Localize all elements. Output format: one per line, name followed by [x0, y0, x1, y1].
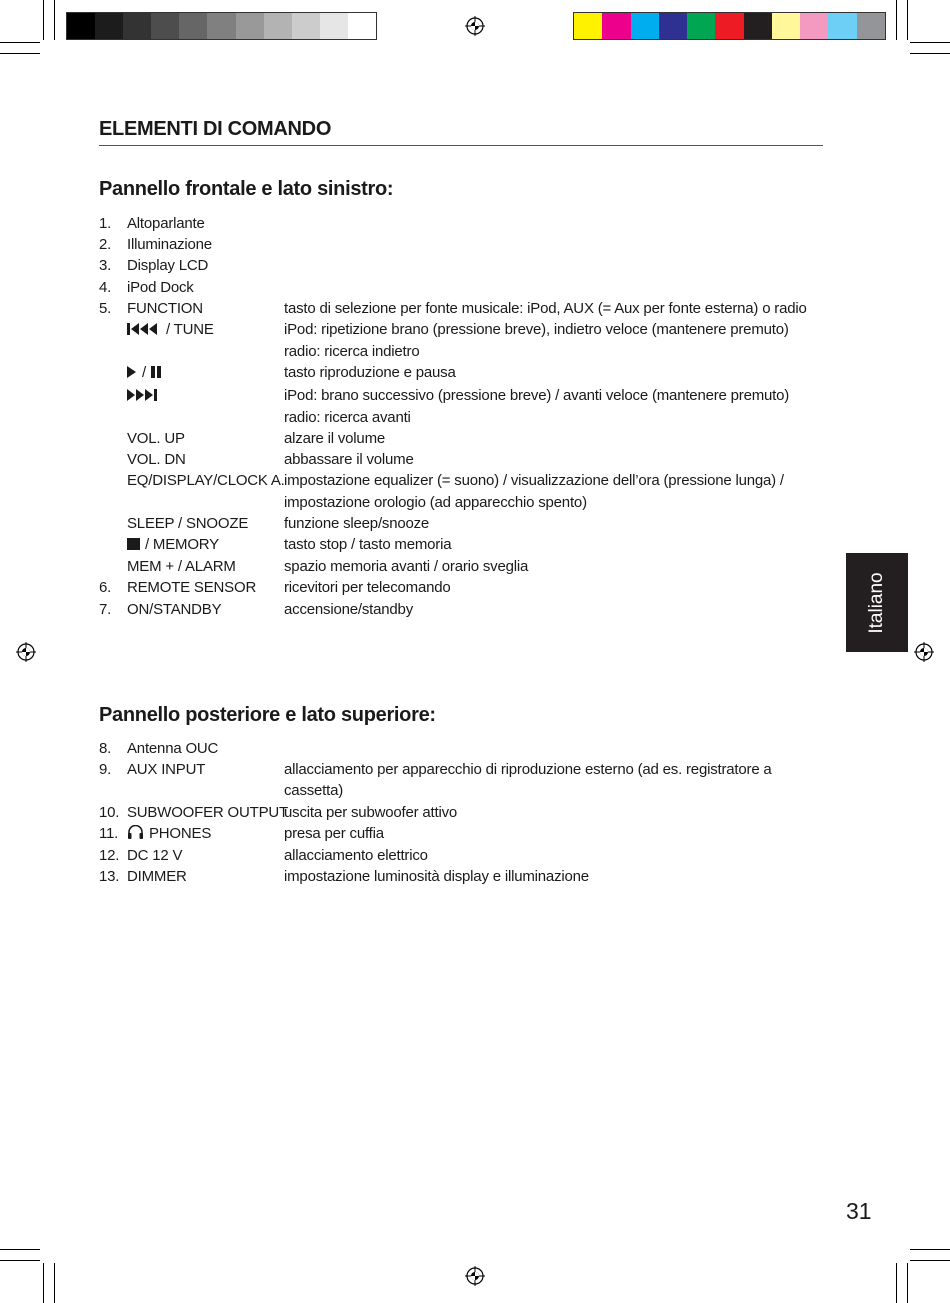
item-number: [99, 341, 127, 362]
item-description: ricevitori per telecomando: [284, 579, 451, 597]
grayscale-bar: [66, 12, 377, 40]
item-number: [99, 407, 127, 428]
item-label-text: DC 12 V: [127, 847, 183, 865]
item-label-text: REMOTE SENSOR: [127, 579, 257, 597]
front-panel-list: [99, 213, 819, 620]
item-number: 5.: [99, 299, 112, 317]
item-number: 13.: [99, 868, 120, 886]
list-item: [99, 234, 819, 255]
item-number: 10.: [99, 803, 120, 821]
item-label: [127, 470, 284, 491]
item-label-text: iPod Dock: [127, 278, 194, 296]
list-item: [99, 577, 819, 598]
registration-mark-icon: [16, 642, 36, 662]
list-item: [99, 428, 819, 449]
color-swatch: [659, 13, 687, 39]
item-label: [127, 319, 284, 341]
item-description: [284, 213, 819, 234]
item-number: [99, 780, 127, 801]
item-label-text: PHONES: [149, 824, 212, 842]
item-description: cassetta): [284, 782, 344, 800]
list-item: [99, 385, 819, 407]
item-number: 4.: [99, 278, 112, 296]
color-swatch: [264, 13, 292, 39]
crop-mark: [907, 0, 908, 40]
item-description: presa per cuffia: [284, 824, 384, 842]
item-number: [99, 428, 127, 449]
item-number: 8.: [99, 740, 112, 757]
item-label-text: AUX INPUT: [127, 761, 206, 779]
list-item: [99, 470, 819, 491]
item-label-text: VOL. DN: [127, 451, 186, 469]
list-item: [99, 599, 819, 620]
item-description: impostazione equalizer (= suono) / visualizzazione dell’ora (pressione lunga) /: [284, 472, 784, 490]
registration-mark-icon: [465, 1266, 485, 1286]
color-swatch: [800, 13, 828, 39]
pause-icon: [151, 363, 161, 384]
headphones-icon: [127, 824, 144, 845]
play-pause-icon: [127, 363, 137, 384]
item-description: tasto riproduzione e pausa: [284, 364, 456, 382]
item-number: 11.: [99, 824, 119, 842]
item-number: 2.: [99, 236, 112, 254]
color-swatch: [207, 13, 235, 39]
item-label: [127, 513, 284, 534]
list-item: [99, 341, 819, 362]
item-label: [127, 385, 284, 407]
item-description: [284, 277, 819, 298]
crop-mark: [43, 1263, 44, 1303]
item-label-text: MEM + / ALARM: [127, 558, 236, 576]
item-number: [99, 492, 127, 513]
language-tab: [846, 553, 908, 652]
color-swatch: [574, 13, 602, 39]
item-label-text: FUNCTION: [127, 299, 203, 317]
color-swatch: [828, 13, 856, 39]
item-number: [99, 513, 127, 534]
item-description: alzare il volume: [284, 430, 386, 448]
list-item: [99, 759, 819, 780]
item-label-text: /: [142, 364, 146, 382]
item-label: [127, 802, 288, 823]
item-label: [127, 599, 284, 620]
registration-mark-icon: [914, 642, 934, 662]
item-description: impostazione orologio (ad apparecchio spento): [284, 493, 587, 511]
crop-mark: [54, 1263, 55, 1303]
color-swatch: [292, 13, 320, 39]
language-tab-label: Italiano: [866, 571, 887, 634]
item-description: radio: ricerca avanti: [284, 408, 411, 426]
item-description: uscita per subwoofer attivo: [284, 803, 458, 821]
item-label-text: DIMMER: [127, 868, 187, 886]
item-label-text: / TUNE: [166, 321, 214, 339]
stop-icon: [127, 535, 140, 556]
item-number: [99, 470, 127, 491]
list-item: [99, 492, 819, 513]
list-item: [99, 255, 819, 276]
color-swatch: [67, 13, 95, 39]
item-number: 7.: [99, 600, 112, 618]
color-swatch: [602, 13, 630, 39]
list-item: [99, 780, 819, 801]
item-label: [127, 255, 284, 276]
list-item: [99, 407, 819, 428]
item-label-text: SLEEP / SNOOZE: [127, 514, 249, 532]
rear-panel-heading: Pannello posteriore e lato superiore:: [99, 704, 436, 726]
item-number: 9.: [99, 761, 112, 779]
item-description: impostazione luminosità display e illuminazione: [284, 868, 589, 886]
item-label: [127, 845, 284, 866]
crop-mark: [907, 1263, 908, 1303]
color-swatch: [95, 13, 123, 39]
item-label: [127, 534, 284, 556]
item-label: [127, 277, 284, 298]
item-description: allacciamento per apparecchio di riproduzione esterno (ad es. registratore a: [284, 761, 772, 779]
crop-mark: [54, 0, 55, 40]
item-number: 6.: [99, 579, 112, 597]
list-item: [99, 802, 819, 823]
crop-mark: [0, 42, 40, 43]
item-label: [127, 407, 284, 428]
crop-mark: [896, 0, 897, 40]
list-item: [99, 738, 819, 759]
item-number: [99, 534, 127, 556]
item-number: [99, 385, 127, 407]
item-label: [127, 492, 284, 513]
color-swatch: [772, 13, 800, 39]
item-label: [127, 759, 284, 780]
color-swatch: [687, 13, 715, 39]
list-item: [99, 277, 819, 298]
registration-mark-icon: [465, 16, 485, 36]
item-number: 1.: [99, 215, 112, 232]
item-label: [127, 780, 284, 801]
color-bar: [573, 12, 886, 40]
item-label: [127, 823, 284, 845]
item-number: 3.: [99, 257, 112, 275]
item-label: [127, 362, 284, 384]
item-description: abbassare il volume: [284, 451, 414, 469]
list-item: [99, 513, 819, 534]
item-description: [284, 234, 819, 255]
item-description: iPod: brano successivo (pressione breve) / avanti veloce (mantenere premuto): [284, 386, 790, 404]
color-swatch: [236, 13, 264, 39]
item-description: radio: ricerca indietro: [284, 343, 420, 361]
list-item: [99, 845, 819, 866]
item-description: [284, 738, 819, 759]
item-description: spazio memoria avanti / orario sveglia: [284, 558, 529, 576]
color-swatch: [179, 13, 207, 39]
list-item: [99, 556, 819, 577]
item-description: funzione sleep/snooze: [284, 514, 430, 532]
list-item: [99, 298, 819, 319]
list-item: [99, 449, 819, 470]
item-label: [127, 341, 284, 362]
item-label-text: ON/STANDBY: [127, 600, 222, 618]
color-swatch: [744, 13, 772, 39]
color-swatch: [631, 13, 659, 39]
forward-next-icon: [127, 386, 161, 407]
color-swatch: [320, 13, 348, 39]
item-label: [127, 866, 284, 887]
item-label: [127, 213, 284, 234]
item-description: [284, 255, 819, 276]
color-swatch: [715, 13, 743, 39]
item-description: accensione/standby: [284, 600, 413, 618]
front-panel-heading: Pannello frontale e lato sinistro:: [99, 178, 394, 200]
item-number: [99, 556, 127, 577]
item-description: tasto di selezione per fonte musicale: iPod, AUX (= Aux per fonte esterna) o radio: [284, 299, 807, 317]
crop-mark: [896, 1263, 897, 1303]
section-title: ELEMENTI DI COMANDO: [99, 118, 823, 146]
color-swatch: [857, 13, 885, 39]
crop-mark: [0, 1249, 40, 1250]
item-description: tasto stop / tasto memoria: [284, 536, 452, 554]
item-label: [127, 428, 284, 449]
crop-mark: [0, 1260, 40, 1261]
list-item: [99, 823, 819, 845]
list-item: [99, 362, 819, 384]
item-label: [127, 556, 284, 577]
item-label-text: / MEMORY: [145, 536, 219, 554]
item-description: iPod: ripetizione brano (pressione breve), indietro veloce (mantenere premuto): [284, 321, 789, 339]
crop-mark: [0, 53, 40, 54]
item-number: 12.: [99, 847, 120, 865]
crop-mark: [910, 1249, 950, 1250]
previous-rewind-icon: [127, 320, 161, 341]
item-label-text: Altoparlante: [127, 215, 205, 232]
item-label: [127, 738, 284, 759]
crop-mark: [910, 42, 950, 43]
item-number: [99, 362, 127, 384]
crop-mark: [43, 0, 44, 40]
item-label: [127, 449, 284, 470]
color-swatch: [151, 13, 179, 39]
crop-mark: [910, 1260, 950, 1261]
item-label-text: SUBWOOFER OUTPUT: [127, 803, 288, 821]
item-label-text: EQ/DISPLAY/CLOCK A.: [127, 472, 285, 490]
item-label-text: Display LCD: [127, 257, 209, 275]
list-item: [99, 213, 819, 234]
item-label-text: Illuminazione: [127, 236, 212, 254]
item-label-text: VOL. UP: [127, 430, 185, 448]
item-label: [127, 298, 284, 319]
item-number: [99, 449, 127, 470]
rear-panel-list: [99, 738, 819, 887]
item-number: [99, 319, 127, 341]
list-item: [99, 866, 819, 887]
list-item: [99, 534, 819, 556]
item-label-text: Antenna OUC: [127, 740, 219, 757]
color-swatch: [123, 13, 151, 39]
item-label: [127, 234, 284, 255]
list-item: [99, 319, 819, 341]
item-label: [127, 577, 284, 598]
crop-mark: [910, 53, 950, 54]
item-description: allacciamento elettrico: [284, 847, 428, 865]
page-number: 31: [846, 1198, 872, 1224]
color-swatch: [348, 13, 376, 39]
